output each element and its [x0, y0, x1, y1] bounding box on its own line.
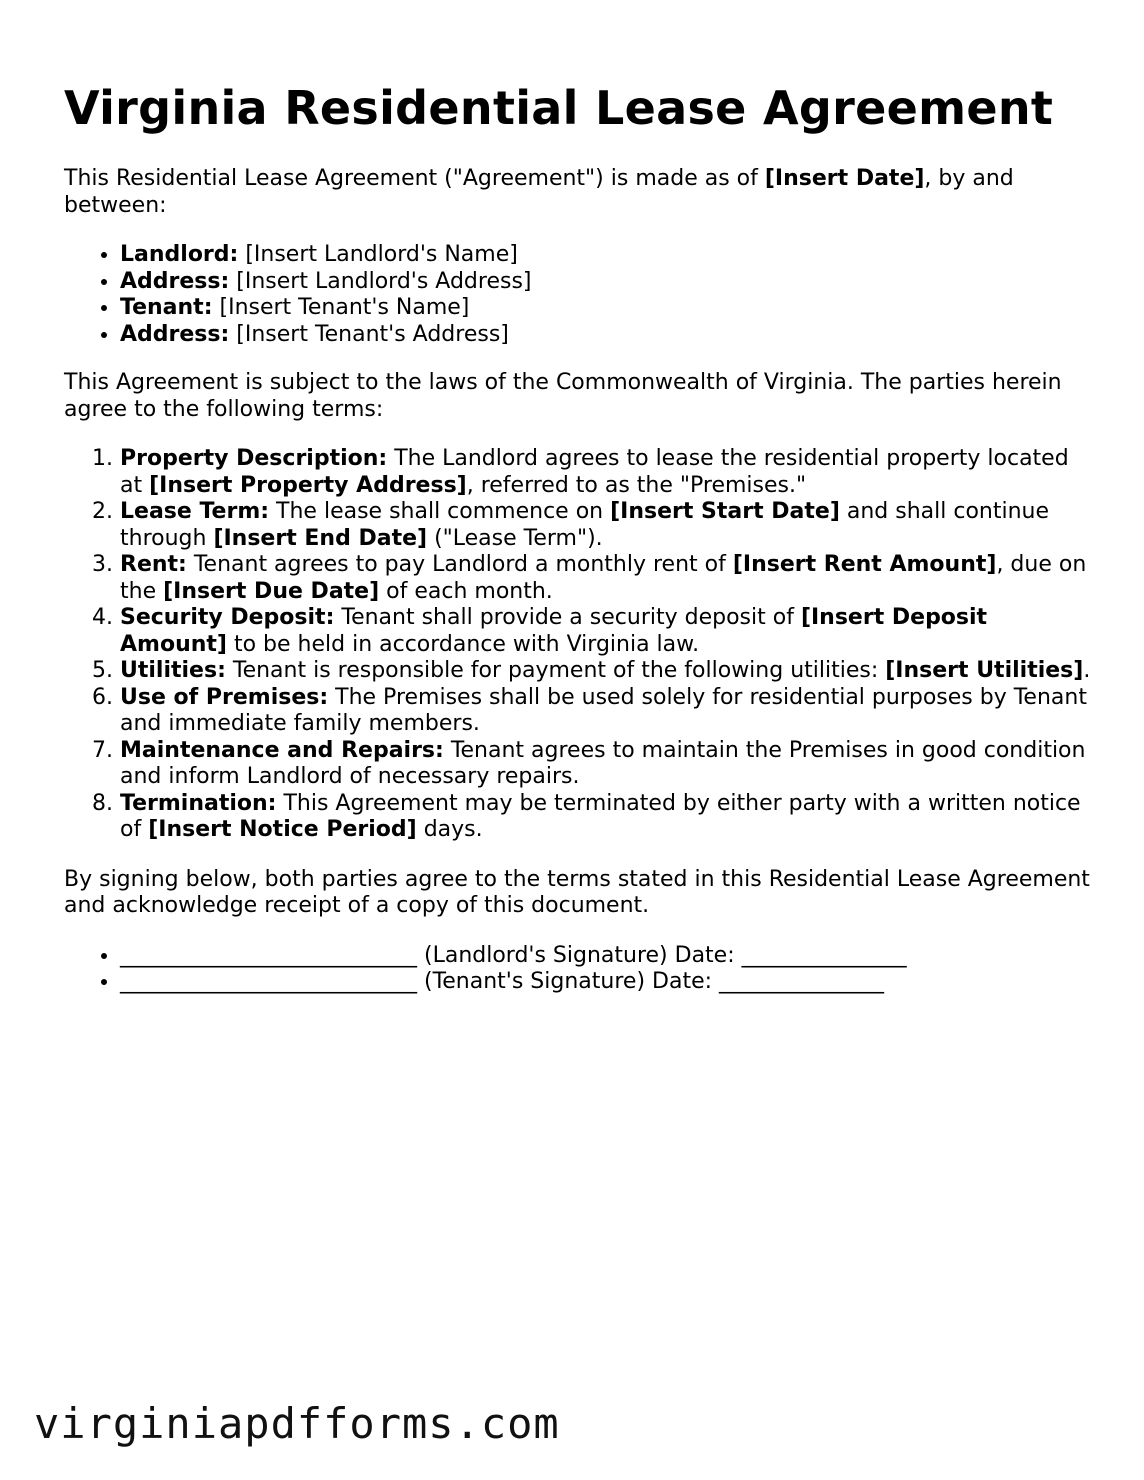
term-termination — [120, 791, 1094, 844]
document-page — [64, 78, 1094, 996]
parties-list — [64, 242, 1094, 348]
term-text: This Agreement may be terminated by either party with a written notice of — [120, 790, 1081, 842]
term-text: Tenant is responsible for payment of the following utilities: — [225, 658, 886, 683]
term-placeholder: [Insert Start Date] — [610, 499, 840, 524]
term-text: The Landlord agrees to lease the residential property located at — [120, 446, 1069, 498]
landlord-signature-line: • ___________________________ (Landlord's Signature) Date: _______________ — [120, 943, 1094, 970]
party-value: [Insert Landlord's Address] — [229, 268, 532, 294]
party-tenant-name — [120, 295, 1094, 322]
term-text: and shall continue through — [120, 499, 1050, 551]
term-placeholder: [Insert End Date] — [213, 525, 428, 551]
term-heading: Termination: — [120, 790, 277, 816]
closing-paragraph: By signing below, both parties agree to the terms stated in this Residential Lease Agreement and acknowledge receipt of a copy of this document. — [64, 866, 1090, 918]
term-placeholder: [Insert Due Date] — [163, 578, 380, 604]
term-text: Tenant agrees to maintain the Premises in good condition and inform Landlord of necessary repairs. — [120, 737, 1086, 789]
term-property-description — [120, 446, 1094, 499]
term-heading: Property Description: — [120, 446, 388, 471]
term-placeholder: [Insert Utilities] — [885, 658, 1084, 683]
term-text: , referred to as the "Premises." — [466, 472, 807, 498]
governing-law-paragraph: This Agreement is subject to the laws of the Commonwealth of Virginia. The parties herein agree to the following terms: — [64, 370, 1062, 422]
term-heading: Lease Term: — [120, 499, 270, 524]
party-value: [Insert Landlord's Name] — [238, 242, 518, 267]
term-heading: Utilities: — [120, 658, 226, 683]
term-text: . — [1083, 658, 1091, 683]
intro-text: This Residential Lease Agreement ("Agreement") is made as of — [64, 166, 765, 191]
party-landlord-address — [120, 269, 1094, 296]
terms-list — [64, 446, 1094, 844]
party-tenant-address — [120, 322, 1094, 349]
term-security-deposit — [120, 605, 1094, 658]
party-label: Landlord: — [120, 242, 239, 267]
term-text: days. — [416, 817, 483, 842]
term-text: The lease shall commence on — [269, 499, 611, 524]
term-utilities — [120, 658, 1094, 685]
party-label: Address: — [120, 268, 230, 294]
term-text: ("Lease Term"). — [427, 525, 603, 551]
term-text: to be held in accordance with Virginia law. — [226, 631, 700, 657]
party-label: Address: — [120, 321, 230, 347]
term-lease-term — [120, 499, 1094, 552]
intro-text-end: , by and between: — [64, 166, 1014, 218]
party-value: [Insert Tenant's Address] — [229, 321, 509, 347]
term-heading: Maintenance and Repairs: — [120, 737, 444, 763]
term-use-of-premises — [120, 685, 1094, 738]
site-watermark: virginiapdfforms.com — [34, 1399, 560, 1448]
intro-date-placeholder: [Insert Date] — [764, 166, 925, 191]
term-rent — [120, 552, 1094, 605]
term-text: of each month. — [379, 578, 553, 604]
document-title: Virginia Residential Lease Agreement — [64, 81, 1054, 135]
party-label: Tenant: — [120, 295, 213, 320]
term-text: The Premises shall be used solely for residential purposes by Tenant and immediate family members. — [120, 684, 1087, 736]
party-value: [Insert Tenant's Name] — [212, 295, 470, 320]
term-text: Tenant shall provide a security deposit of — [334, 605, 801, 630]
term-maintenance-repairs — [120, 738, 1094, 791]
term-heading: Use of Premises: — [120, 684, 329, 710]
term-text: Tenant agrees to pay Landlord a monthly rent of — [186, 552, 733, 577]
term-heading: Security Deposit: — [120, 605, 335, 630]
party-landlord-name — [120, 242, 1094, 269]
term-placeholder: [Insert Notice Period] — [148, 817, 417, 842]
term-placeholder: [Insert Deposit Amount] — [120, 605, 988, 657]
tenant-signature-line: • ___________________________ (Tenant's Signature) Date: _______________ — [120, 969, 1094, 996]
term-placeholder: [Insert Property Address] — [149, 472, 467, 498]
term-text: , due on the — [120, 552, 1087, 604]
term-heading: Rent: — [120, 552, 187, 577]
intro-paragraph — [64, 166, 1094, 219]
term-placeholder: [Insert Rent Amount] — [732, 552, 997, 577]
signature-list — [64, 943, 1094, 996]
